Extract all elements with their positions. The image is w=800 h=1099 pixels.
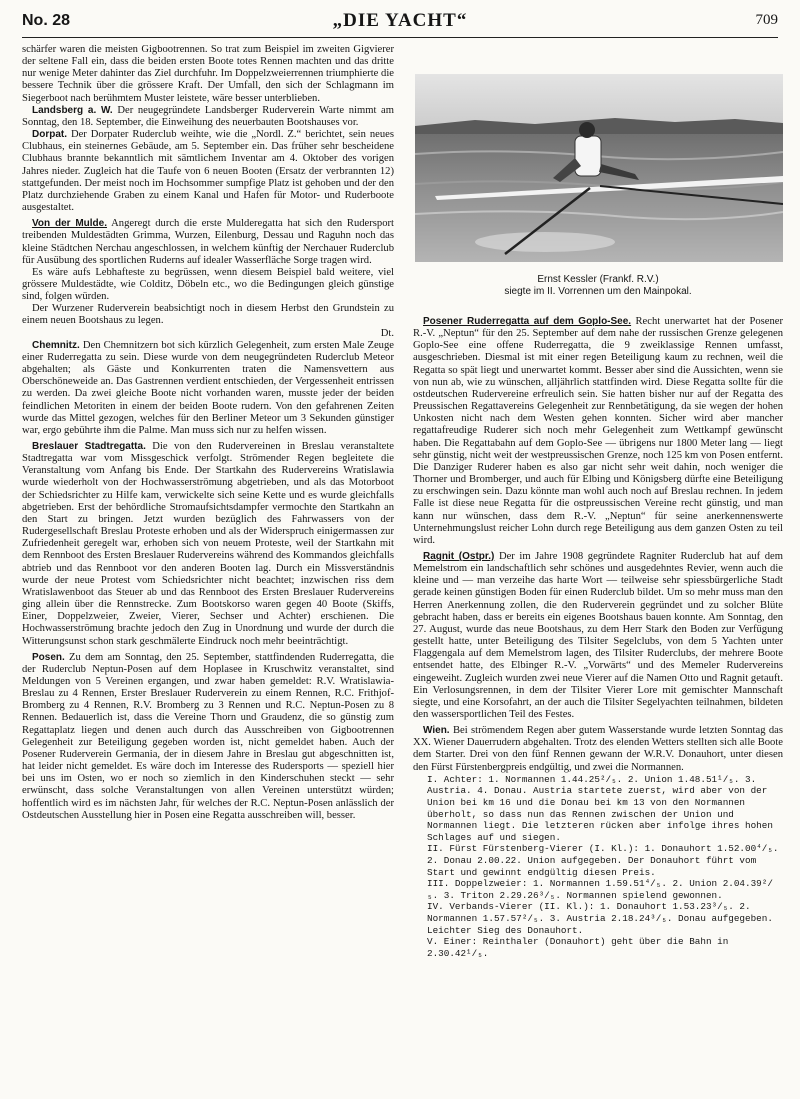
left-column: [22, 44, 394, 822]
breslau-heading: Breslauer Stadtregatta.: [32, 441, 146, 452]
header-rule: [22, 37, 778, 38]
mulde-article: [22, 218, 394, 267]
wien-text: Bei strömendem Regen aber gutem Wasserstande wurde letzten Sonntag das XX. Wiener Dauerrudern abgehalten. Trotz des elenden Wetters stellten sich alle Boote dem Starter. Drei von den fünf Rennen gewann der W.R.V. Donauhort, unter diesen den Fürst Fürstenbergpreis endgültig, und zwei die Normannen.: [413, 725, 783, 773]
wien-heading: Wien.: [423, 725, 450, 737]
mulde-heading: Von der Mulde.: [32, 218, 108, 230]
posen-article: [22, 652, 394, 822]
posen-text: Zu dem am Sonntag, den 25. September, stattfindenden Ruderregatta, die der Ruderclub Neptun-Posen auf dem Hoplasee in Kruschwitz veranstaltet, sind Meldungen von 5 Vereinen ergangen, und zwar haben gemeldet: R.V. Wratislawia-Breslau zu 4 Rennen, Erster Breslauer Ruderverein zu einem Rennen, R.C. Frithjof-Bromberg zu 4 Rennen, R.V. Bromberg zu 3 Rennen und R.C. Neptun-Posen zu 8 Rennen. Bedauerlich ist, dass die Vereine Thorn und Graudenz, die so günstig zum Regattaplatz liegen und denen auch durch das Ausschreiben von Gigbootrennen Gelegenheit zur Beteiligung gegeben worden ist, nicht gemeldet haben. Auch der Posener Ruderverein Germania, der in diesem Jahre in Breslau gut abgeschnitten ist, hat leider nicht gemeldet. Es wäre doch im Interesse des Rudersports — speziell hier bei uns im Osten, wo er noch so ziemlich in den Kinderschuhen steckt — sehr erwünscht, dass solche Veranstaltungen von allen Vereinen unterstützt würden; hoffentlich wird es im nächsten Jahr, für welches der R.C. Neptun-Posen anlässlich der Ostdeutschen Ausstellung hier in Posen eine Regatta ausschreiben will, besser.: [22, 651, 394, 821]
landsberg-text: Der neugegründete Landsberger Ruderverein Warte nimmt am Sonntag, den 18. September, die Einweihung des neuerbauten Bootshauses vor.: [22, 104, 395, 128]
result-verbands-vierer: IV. Verbands-Vierer (II. Kl.): 1. Donauhort 1.53.23³/₅. 2. Normannen 1.57.57²/₅. 3. Austria 2.18.24³/₅. Donau aufgegeben. Leichter Sieg des Donauhort.: [427, 901, 773, 936]
issue-number: No. 28: [22, 12, 71, 29]
dorpat-heading: Dorpat.: [32, 129, 67, 141]
landsberg-article: [22, 105, 394, 129]
caption-line-2: siegte im II. Vorrennen um den Mainpokal.: [504, 286, 692, 297]
photo-caption: [413, 274, 783, 298]
posen-heading: Posen.: [32, 651, 65, 663]
goplo-heading: Posener Ruderregatta auf dem Goplo-See.: [423, 316, 632, 327]
ragnit-text: Der im Jahre 1908 gegründete Ragniter Ruderclub hat auf dem Memelstrom ein landschaftlich sehr schönes und ausgedehntes Revier, wenn auch die kleine und — man verzeihe das harte Wort — teilweise sehr spiessbürgerliche Stadt gerade keinen günstigen Boden für einen Ruderclub bildet. Um so mehr muss man den Herren Anerkennung zollen, die den Ruderverein gegründet und zu solcher Blüte gebracht haben, dass er bereits ein eigenes Bootshaus bauen konnte. Am Sonntag, den 27. August, wurde das neue Bootshaus, zu dem Herr Stark den Boden zur Verfügung gestellt hatte, unter Beteiligung des Tilsiter Segelclubs, von dem 5 Yachten unter Flaggengala auf dem Memelstrom lagen, des Tilsiter Ruderclubs, der mehrere Boote entsendet hatte, des Elbinger R.-V. „Vorwärts“ und des Memeler Rudervereins eingeweiht. Zugleich wurden zwei neue Vierer auf die Namen Otto und Ragnit getauft. Ein Verlosungsrennen, in dem der Tilsiter Vierer Lore mit gemischter Mannschaft siegte, und eine Korsofahrt, an der auch die Tilsiter Segelyachten teilnahmen, bildeten den wassersportlichen Teil des Festes.: [413, 550, 783, 720]
page-number: 709: [755, 12, 778, 28]
wien-article: [413, 725, 783, 774]
rower-in-single-scull-image: [415, 74, 783, 262]
goplo-article: [413, 316, 783, 547]
rowing-photo: [415, 74, 783, 262]
chemnitz-text: Den Chemnitzern bot sich kürzlich Gelegenheit, zum ersten Male Zeuge einer Ruderregatta zu sein. Diese wurde von dem neugegründeten Ruderclub Meteor abgehalten; als Gäste und Konkurrenten traten die Namensvettern aus Oberschöneweide an. Das Gastrennen verdient entschieden, der Vergessenheit entrissen zu werden. Da zwei gleiche Boote nicht vorhanden waren, musste jeder der beiden feindlichen Metoriten in einem der beiden Boote rudern. Von den gefahrenen Zeiten wurde das Mittel gezogen, welches für den Berliner Meteor um 3 Sekunden günstiger war, ergo gebührte ihm die Palme. Man muss sich nur zu helfen wissen.: [22, 339, 394, 436]
magazine-title: „DIE YACHT“: [332, 10, 468, 31]
intro-paragraph: schärfer waren die meisten Gigbootrennen. So trat zum Beispiel im zweiten Gigvierer der seltene Fall ein, dass die beiden ersten Boote totes Rennen machten und das dritte nur wenige Meter dahinter das Ziel durchfuhr. Im Doppelzweierrennen triumphierte die bessere Technik über die grössere Kraft. Der Umfall, den sich der Schlagmann im Siegerboot nach berühmtem Muster leistete, wäre besser unterblieben.: [22, 44, 394, 104]
chemnitz-heading: Chemnitz.: [32, 339, 80, 351]
breslau-text: Die von den Rudervereinen in Breslau veranstaltete Stadtregatta war vom Missgeschick verfolgt. Strömender Regen begleitete die Veranstaltung vom Anfang bis Ende. Der Startkahn des Rudervereins Wratislawia wurde wiederholt von der Hochwasserströmung abgetrieben, und als das Motorboot der Schiedsrichter zu Hilfe kam, verwickelte sich seine Kette und es wurde gleichfalls abgetrieben. Erst der behördliche Stromaufsichtsdampfer vermochte den Startkahn an den Start zu bringen. Jetzt wurden bezüglich des Fahrwassers von der Rudergesellschaft Breslau Proteste erhoben und als der Widerspruch einigermassen zur Zufriedenheit geregelt war, erhoben sich von neuem Proteste, weil der Startkahn mit dem Rennboot des Ersten Breslauer Rudervereins während des Kommandos gleichfalls abtrieb und das Rennboot vor den anderen Booten lag. Durch ein Missverständnis wurde der neue Protest vom Schiedsrichter nicht beachtet; inzwischen riss dem Wratislawenboot das Steuer ab und das Rennboot des Ersten Breslauer Rudervereins ging allein über die Rennstrecke. Zum Bootskorso waren gegen 40 Boote (Skiffs, Einer, Doppelzweier, Zweier, Vierer, Sechser und Achter) erschienen. Die Hochwasserströmung brachte jedoch den Zug in Unordnung und wurde der durch die Witterungsunst schon stark geschmälerte Eindruck noch mehr beeinträchtigt.: [22, 441, 394, 647]
right-column: [413, 44, 783, 959]
dorpat-article: [22, 129, 394, 214]
goplo-text: Recht unerwartet hat der Posener R.-V. „Neptun“ für den 25. September auf dem nahe der russischen Grenze gelegenen Goplo-See eine offene Ruderregatta, die 9 zweiklassige Rennen umfasst, ausgeschrieben. Diesmal ist mit einer regen Beteiligung kaum zu rechnen, weil die Regatta so spät liegt und unerwartet kommt. Besser aber sind die Aussichten, wenn sie von nun ab, wie zu wünschen, alljährlich stattfinden wird. Diese Regatta sollte für die ostdeutschen Rudervereine erfreulich sein. Sie hatten bisher nur auf der Regatta des Preussischen Regattavereins Gelegenheit zur Rennbetätigung, da sie wegen der hohen Unkosten nicht nach dem Westen gehen konnten. Sicher wird aber mancher regattafreudige Ruderer sich noch mehr Gelegenheit zum Wettkampf gewünscht haben. Die Regattabahn auf dem Goplo-See — übrigens nur 1800 Meter lang — liegt sehr günstig, nicht weit der westpreussischen Grenze, noch 125 km von Posen entfernt. Die Danziger Ruderer haben es also gar nicht sehr weit dahin, noch weniger die Thorner und Bromberger, und auch für Elbing und Königsberg dürfte eine Beteiligung zu erschwingen sein. Dazu könnte man wohl auch noch auf Breslau rechnen. In jedem Falle ist diese neue Regatta für die ostpreussischen Vereine recht günstig, und man kann nur wünschen, dass dem R.-V. „Neptun“ für seine anerkennenswerte Unternehmungslust reicher Lohn durch rege Beteiligung aus dem ganzen Osten zu teil wird.: [413, 316, 783, 546]
ragnit-heading: Ragnit (Ostpr.): [423, 550, 495, 562]
breslau-article: [22, 441, 394, 648]
mulde-text: Angeregt durch die erste Mulderegatta hat sich den Rudersport treibenden Muldestädten Grimma, Wurzen, Eilenburg, Dessau und Raguhn noch das kleine Städtchen Nerchau angeschlossen, in welchem künftig der Nerchauer Ruderclub für Ausübung des sportlichen Ruderns auf idealer Wasserfläche Sorge tragen wird.: [22, 218, 394, 266]
landsberg-heading: Landsberg a. W.: [32, 104, 113, 116]
mulde-paragraph-2: Es wäre aufs Lebhafteste zu begrüssen, wenn diesem Beispiel bald weitere, viel grössere Muldestädte, wie Colditz, Döbeln etc., wo die Bedingungen gleich günstige sind, folgen würden.: [22, 266, 394, 303]
dorpat-text: Der Dorpater Ruderclub weihte, wie die „Nordl. Z.“ berichtet, sein neues Clubhaus, ein steinernes Gebäude, am 5. September ein. Das früher sehr bescheidene Clubhaus brannte bekanntlich mit sämtlichem Inventar am 4. Oktober des vorigen Jahres nieder. Zugleich hat die Taufe von 6 neuen Booten (Ersatz der verbrannten 12) stattgefunden. Der meist noch im Hochsommer sumpfige Platz ist gehoben und der den Platz durchziehende Graben zu einem Kanal und Hafen für Motor- und Ruderboote ausgestaltet.: [22, 129, 394, 214]
chemnitz-article: [22, 340, 394, 437]
result-einer: V. Einer: Reinthaler (Donauhort) geht über die Bahn in 2.30.42¹/₅.: [427, 936, 729, 959]
mulde-paragraph-3: Der Wurzener Ruderverein beabsichtigt noch in diesem Herbst den Grundstein zu einem neuen Bootshaus zu legen.: [22, 303, 394, 327]
result-achter: I. Achter: 1. Normannen 1.44.25²/₅. 2. Union 1.48.51¹/₅. 3. Austria. 4. Donau. Austria startete zuerst, wird aber von der Union bei km 16 und die Donau bei km 13 von den Normannen überholt, so dass nun das Rennen zwischen der Union und Normannen liegt. Die letzteren rücken aber infolge ihres hohen Schlages auf und siegen.: [427, 773, 773, 843]
caption-line-1: Ernst Kessler (Frankf. R.V.): [537, 274, 659, 285]
ragnit-article: [413, 551, 783, 721]
result-fuerstenberg-vierer: II. Fürst Fürstenberg-Vierer (I. Kl.): 1. Donauhort 1.52.00⁴/₅. 2. Donau 2.00.22. Union aufgegeben. Der Donauhort führt vom Start und gewinnt endgültig diesen Preis.: [427, 843, 779, 878]
result-doppelzweier: III. Doppelzweier: 1. Normannen 1.59.51⁴/₅. 2. Union 2.04.39²/₅. 3. Triton 2.29.26³/₅. Normannen spielend gewonnen.: [427, 878, 773, 901]
wien-results: [413, 774, 783, 960]
mulde-signature: Dt.: [380, 327, 394, 339]
page-header: [22, 12, 778, 34]
